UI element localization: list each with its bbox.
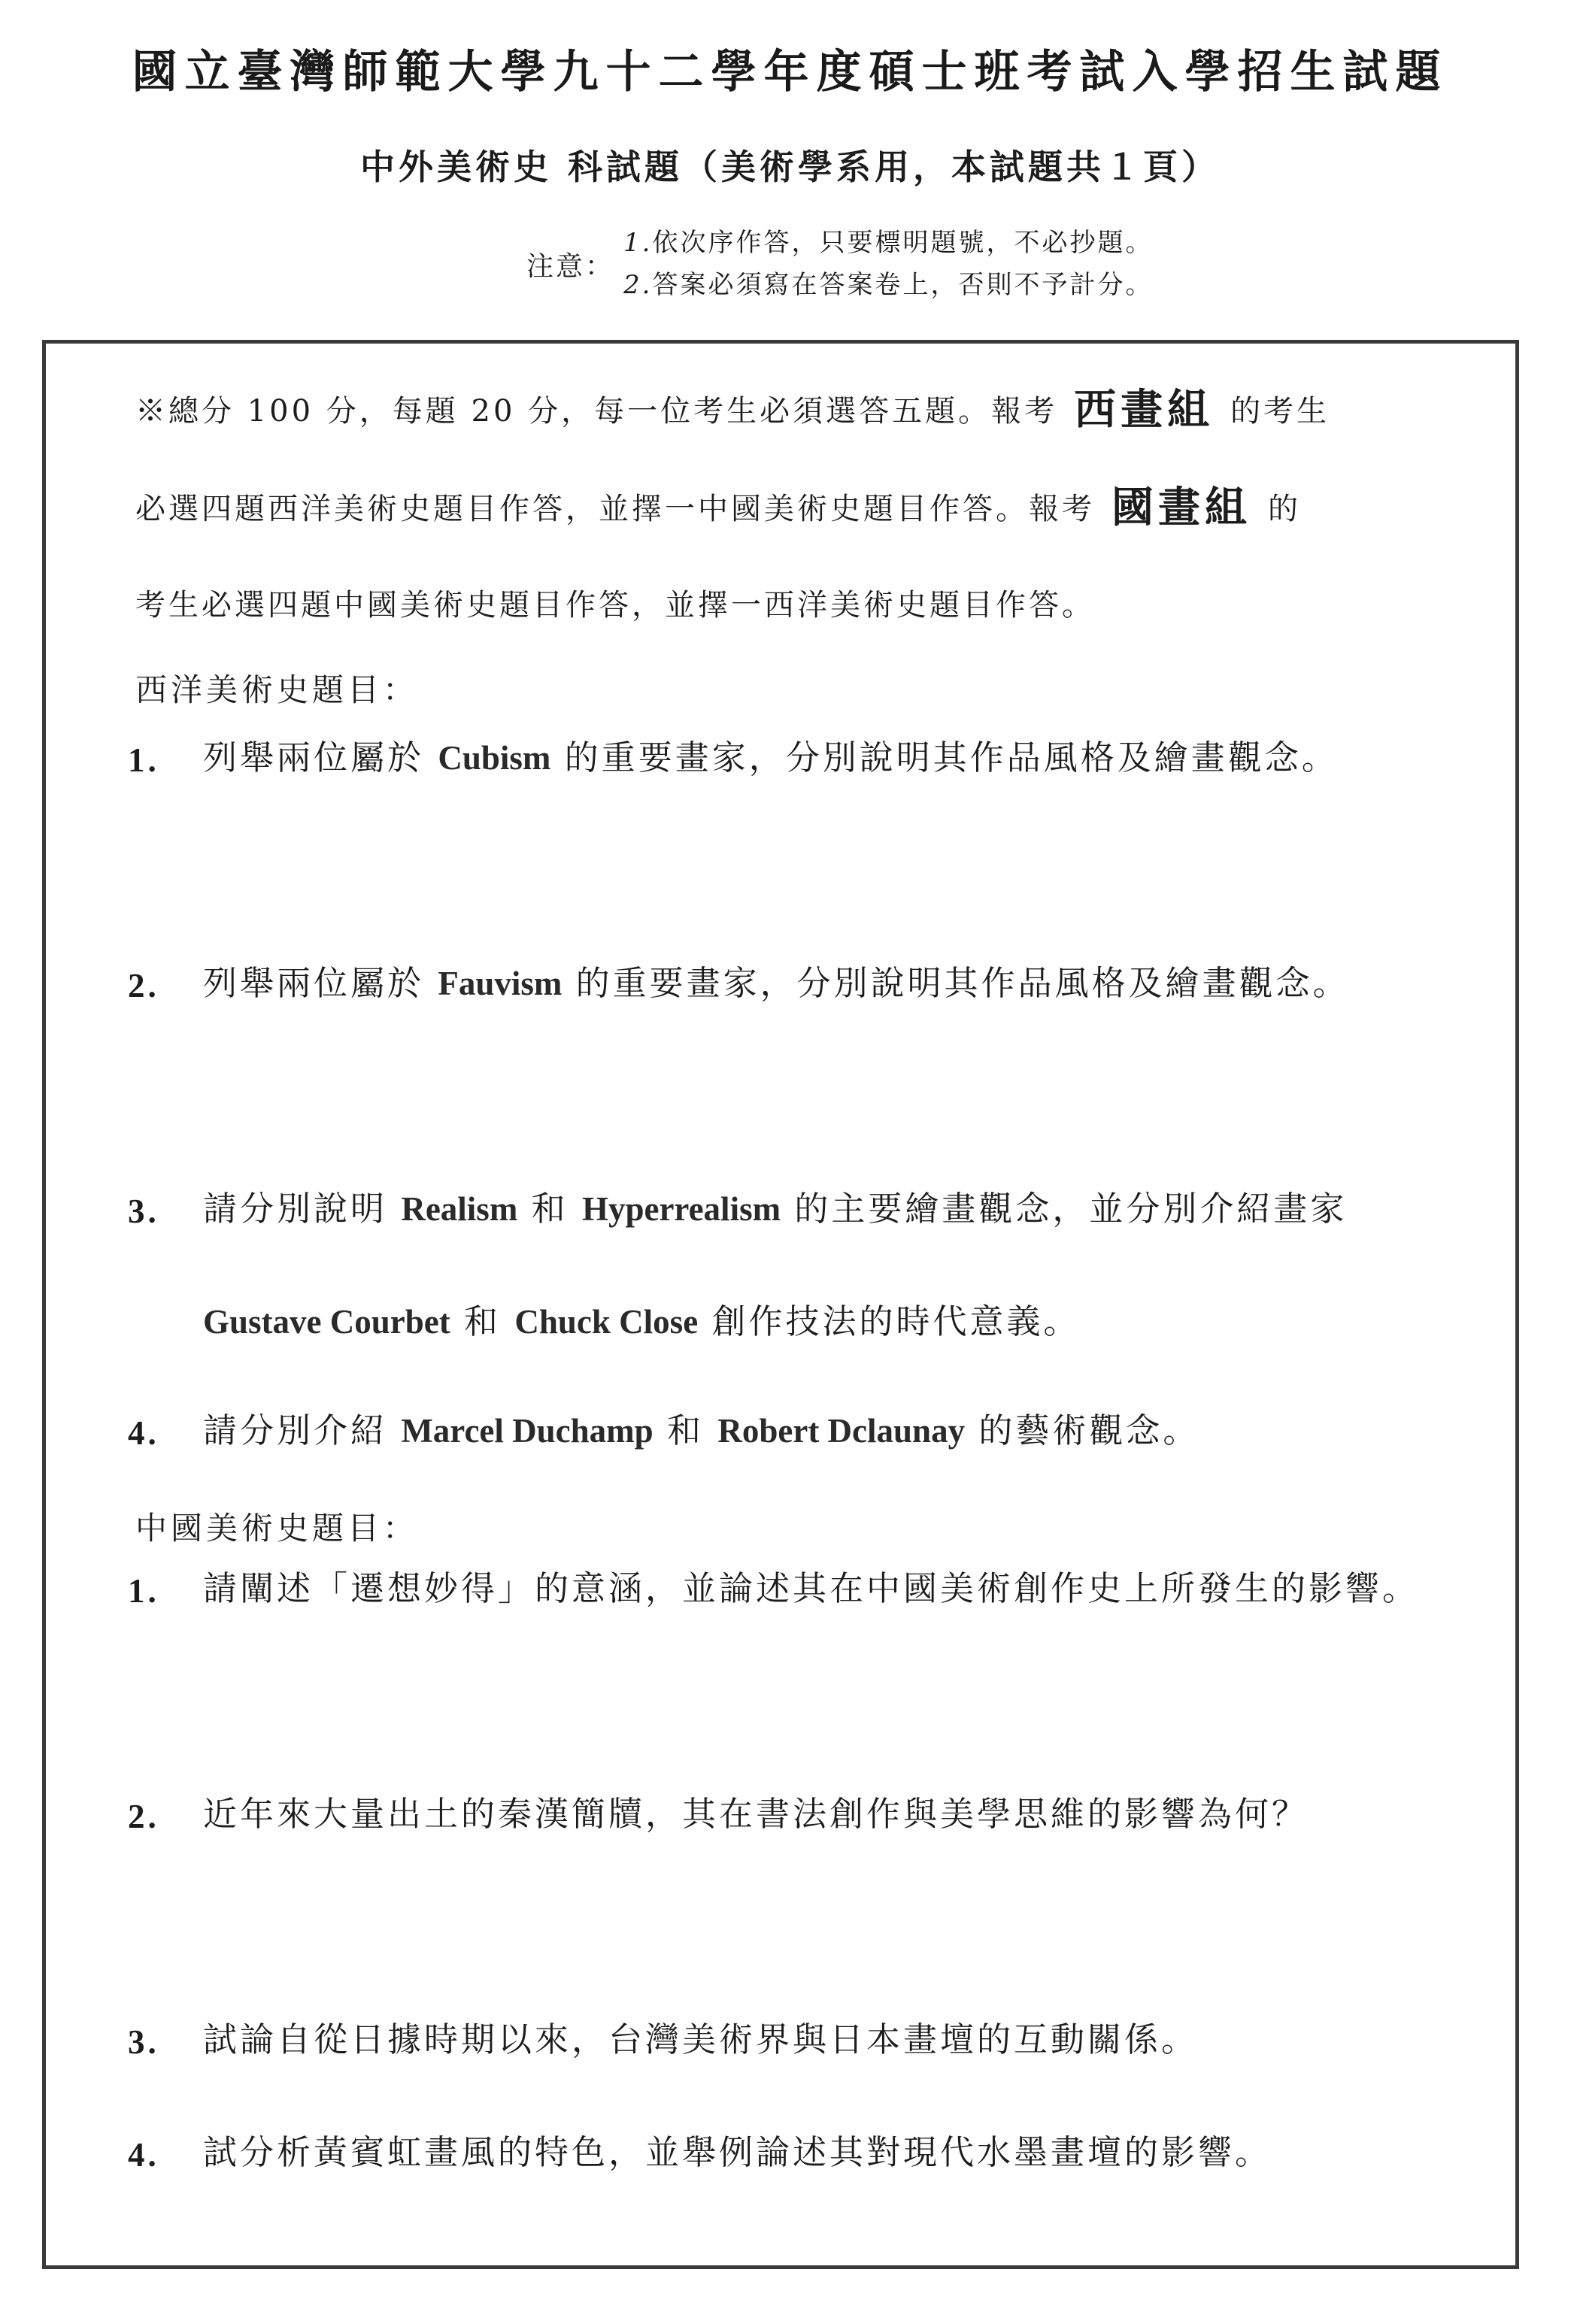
question-number: 1. [128, 1572, 159, 1610]
instruction-text: 的考生 [1230, 394, 1330, 429]
question-number: 4. [128, 1414, 159, 1452]
notice-item-number: 1. [623, 228, 653, 258]
question-number: 1. [128, 741, 159, 779]
question-number: 3. [128, 2023, 159, 2061]
chinese-question-2 [128, 1794, 1466, 1871]
notice-item-text: 答案必須寫在答案卷上，否則不予計分。 [652, 270, 1154, 300]
notice-list [623, 222, 1153, 306]
question-number: 2. [128, 967, 159, 1004]
western-section-heading: 西洋美術史題目： [135, 671, 419, 708]
chinese-question-3 [128, 2019, 1466, 2096]
western-question-2 [128, 963, 1466, 1040]
instruction-text: 考生必選四題中國美術史題目作答，並擇一西洋美術史題目作答。 [135, 588, 1095, 623]
notice-item-number: 2. [623, 270, 653, 300]
exam-title: 國立臺灣師範大學九十二學年度碩士班考試入學招生試題 [132, 46, 1448, 98]
instruction-line [135, 477, 1459, 575]
instruction-line [135, 575, 1459, 673]
western-question-4 [128, 1410, 1466, 1487]
question-text: 請分別說明 Realism 和 Hyperrealism 的主要繪畫觀念，並分別介紹畫家 Gustave Courbet 和 Chuck Close 創作技法的時代意義。 [203, 1189, 1348, 1341]
chinese-question-4 [128, 2132, 1466, 2209]
chinese-section-heading: 中國美術史題目： [135, 1510, 419, 1547]
instruction-text: ※總分 100 分，每題 20 分，每一位考生必須選答五題。報考 [135, 394, 1058, 429]
chinese-question-1 [128, 1568, 1466, 1645]
question-text: 列舉兩位屬於 Cubism 的重要畫家，分別說明其作品風格及繪畫觀念。 [203, 738, 1339, 777]
question-text: 試分析黃賓虹畫風的特色，並舉例論述其對現代水墨畫壇的影響。 [203, 2132, 1272, 2172]
question-text: 近年來大量出土的秦漢簡牘，其在書法創作與美學思維的影響為何？ [203, 1794, 1309, 1834]
instructions [135, 380, 1459, 673]
notice-item [623, 222, 1153, 264]
notice-item [623, 264, 1153, 306]
notice-label: 注意： [526, 250, 615, 282]
group-western-painting: 西畫組 [1074, 385, 1215, 435]
exam-subtitle: 中外美術史 科試題（美術學系用，本試題共１頁） [359, 147, 1220, 187]
notice-item-text: 依次序作答，只要標明題號，不必抄題。 [652, 228, 1154, 258]
question-number: 4. [128, 2136, 159, 2174]
instruction-line [135, 380, 1459, 477]
question-text: 試論自從日據時期以來，台灣美術界與日本畫壇的互動關係。 [203, 2019, 1199, 2059]
western-question-1 [128, 738, 1466, 814]
instruction-text: 的 [1268, 492, 1301, 526]
group-chinese-painting: 國畫組 [1111, 483, 1251, 532]
instruction-text: 必選四題西洋美術史題目作答，並擇一中國美術史題目作答。報考 [135, 492, 1095, 526]
notice-block [526, 222, 1153, 306]
question-number: 3. [128, 1192, 159, 1230]
question-text: 列舉兩位屬於 Fauvism 的重要畫家，分別說明其作品風格及繪畫觀念。 [203, 963, 1350, 1003]
western-question-3 [128, 1189, 1466, 1378]
question-text: 請闡述「遷想妙得」的意涵，並論述其在中國美術創作史上所發生的影響。 [203, 1568, 1420, 1608]
question-text: 請分別介紹 Marcel Duchamp 和 Robert Dclaunay 的藝術觀念。 [203, 1410, 1200, 1450]
question-number: 2. [128, 1798, 159, 1835]
